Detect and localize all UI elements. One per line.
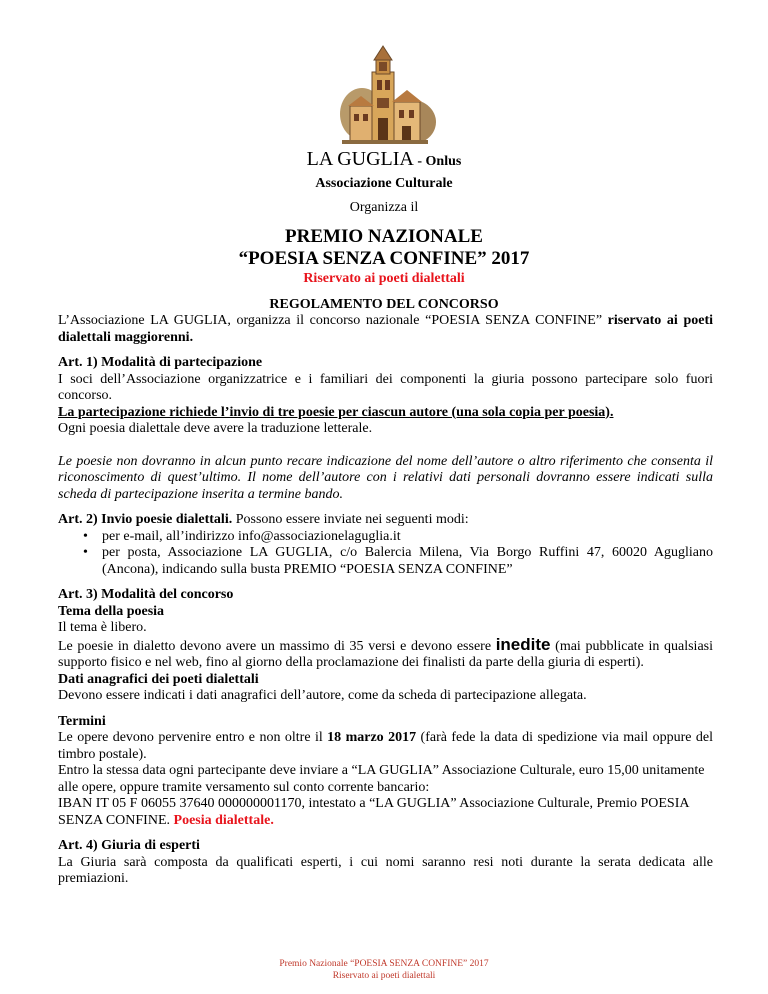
versi-pre: Le poesie in dialetto devono avere un massimo di 35 versi e devono essere [58,638,496,654]
org-title [0,148,768,171]
footer-line2: Riservato ai poeti dialettali [332,971,436,981]
quota-paragraph: Entro la stessa data ogni partecipante deve inviare a “LA GUGLIA” Associazione Culturale, euro 15,00 unitamente alle opere, oppure tramite versamento sul conto corrente bancario: [58,763,705,795]
footer-line1: Premio Nazionale “POESIA SENZA CONFINE” 2017 [279,959,489,969]
intro-paragraph [58,313,713,346]
iban-paragraph [58,796,713,829]
art4-title [58,838,713,855]
tema-title-text: Tema della poesia [58,603,165,619]
church-bell-tower-logo [332,44,440,146]
assoc-subtitle: Associazione Culturale [315,176,453,191]
iban-red: Poesia dialettale. [173,812,274,828]
bullet-icon: • [83,545,88,560]
art4-title-text: Art. 4) Giuria di esperti [58,838,200,853]
termini-date: 18 marzo 2017 [327,730,417,745]
art1-italic: Le poesie non dovranno in alcun punto recare indicazione del nome dell’autore o altro riferimento che consenta il riconoscimento di quest’ultimo. Il nome dell’autore con i relativi dati personali dovranno essere indicati sulla scheda di partecipazione inserita a termine bando. [58,453,713,502]
art1-title-text: Art. 1) Modalità di partecipazione [58,355,263,370]
art2-item-posta: per posta, Associazione LA GUGLIA, c/o Balercia Milena, Via Borgo Ruffini 47, 60020 Agugliano (Ancona), indicando sulla busta PREMIO “POESIA SENZA CONFINE” [102,545,713,577]
art2-text: Possono essere inviate nei seguenti modi: [232,512,469,527]
art1-title [58,355,713,372]
art3-title-text: Art. 3) Modalità del concorso [58,587,234,602]
art2-title: Art. 2) Invio poesie dialettali. [58,512,233,527]
art4-text: La Giuria sarà composta da qualificati esperti, i cui nomi saranno resi noti durante la serata dedicata alle premiazioni. [58,854,713,886]
art1-p1: I soci dell’Associazione organizzatrice e i familiari dei componenti la giuria possono partecipare solo fuori concorso. [58,371,713,403]
org-name: LA GUGLIA [306,148,414,170]
inedite-emphasis: inedite [495,634,551,654]
termini-post: (farà fede la data di spedizione via mail oppure del timbro postale). [58,730,713,762]
termini-pre: Le opere devono pervenire entro e non oltre il [58,730,328,745]
premio-title-line1: PREMIO NAZIONALE [285,226,483,247]
regulation-body [58,313,713,888]
art2-heading [58,512,713,529]
page-footer [0,958,768,982]
art2-item-email: per e-mail, all’indirizzo info@associazionelaguglia.it [102,528,401,544]
iban-text: IBAN IT 05 F 06055 37640 000000001170, intestato a “LA GUGLIA” Associazione Culturale, Premio POESIA SENZA CONFINE. [58,796,689,828]
tema-title [58,604,713,621]
termini-paragraph [58,730,713,763]
regolamento-heading: REGOLAMENTO DEL CONCORSO [269,297,499,312]
list-item [83,528,713,546]
intro-bold: riservato ai poeti dialettali maggiorenni. [58,313,713,345]
intro-text: L’Associazione LA GUGLIA, organizza il concorso nazionale “POESIA SENZA CONFINE” [58,313,608,328]
art2-list [58,529,713,579]
riservato-subtitle: Riservato ai poeti dialettali [303,271,465,286]
versi-post: (mai pubblicate in qualsiasi supporto fisico e nel web, fino al giorno della proclamazione dei finalisti da parte della giuria di esperti). [58,638,713,670]
org-suffix: - Onlus [413,154,462,169]
dati-title [58,672,713,689]
art3-title [58,587,713,604]
dati-text: Devono essere indicati i dati anagrafici dell’autore, come da scheda di partecipazione allegata. [58,688,587,703]
termini-title [58,714,713,731]
versi-paragraph [58,634,713,672]
art1-p2: La partecipazione richiede l’invio di tre poesie per ciascun autore (una sola copia per poesia). [58,404,614,420]
dati-title-text: Dati anagrafici dei poeti dialettali [58,671,259,687]
tema-text: Il tema è libero. [58,620,147,635]
organizza-line: Organizza il [349,200,419,215]
bullet-icon: • [83,528,88,544]
premio-title-line2: “POESIA SENZA CONFINE” 2017 [238,248,530,269]
termini-title-text: Termini [58,713,106,729]
art1-p3: Ogni poesia dialettale deve avere la traduzione letterale. [58,421,373,436]
list-item [83,545,713,578]
